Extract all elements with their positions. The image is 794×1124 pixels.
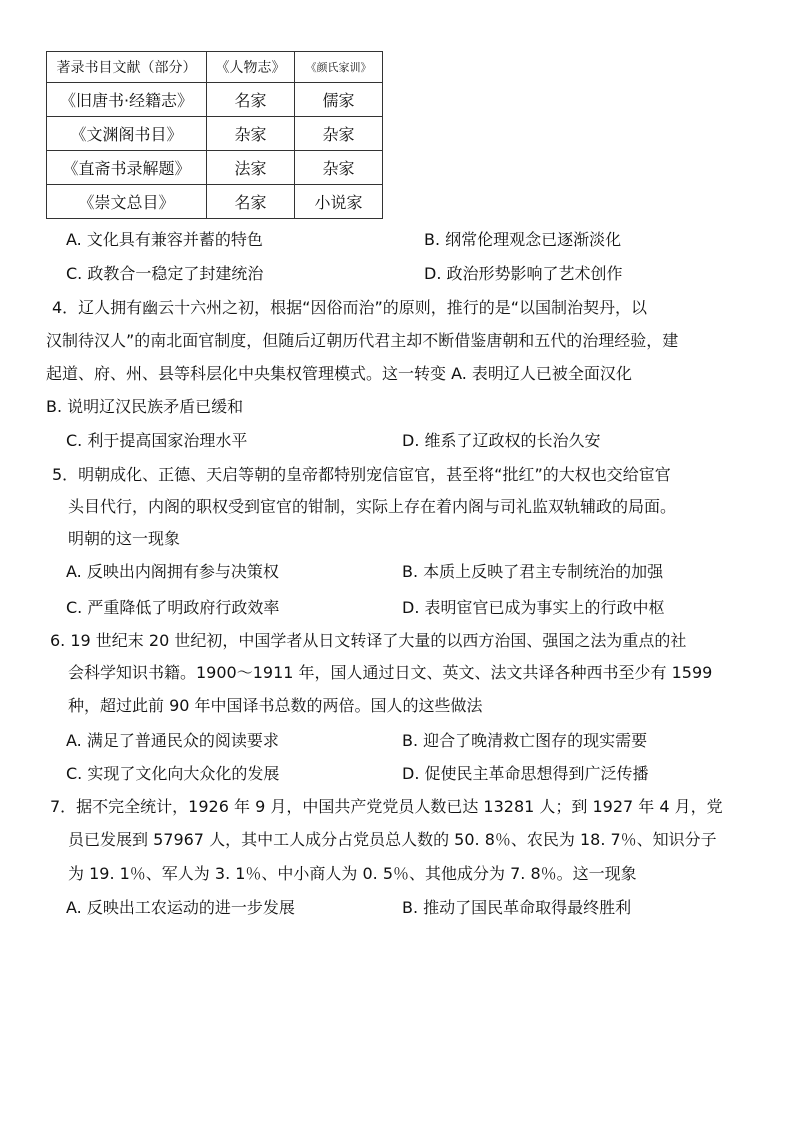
q4-stem-line: 4．辽人拥有幽云十六州之初，根据“因俗而治”的原则，推行的是“以国制治契丹，以 [52,298,648,317]
q5-option-c: C. 严重降低了明政府行政效率 [66,598,280,617]
q3-option-d: D. 政治形势影响了艺术创作 [424,264,623,283]
table-row [47,185,383,219]
table-row [47,117,383,151]
table-cell: 杂家 [295,151,383,185]
q6-stem-line: 6. 19 世纪末 20 世纪初，中国学者从日文转译了大量的以西方治国、强国之法为重点的社 [50,631,687,650]
table-cell: 名家 [207,83,295,117]
q7-option-b: B. 推动了国民革命取得最终胜利 [402,898,632,917]
q5-option-a: A. 反映出内阁拥有参与决策权 [66,562,279,581]
q7-stem-line: 员已发展到 57967 人，其中工人成分占党员总人数的 50. 8％、农民为 18. 7％、知识分子 [68,830,717,849]
q3-option-c: C. 政教合一稳定了封建统治 [66,264,264,283]
table-cell: 《文渊阁书目》 [47,117,207,151]
table-header-cell: 著录书目文献（部分） [47,52,207,83]
table-header-cell: 《颜氏家训》 [295,52,383,83]
table-cell: 法家 [207,151,295,185]
q5-stem-line: 明朝的这一现象 [68,529,181,548]
table-cell: 杂家 [295,117,383,151]
q3-option-a: A. 文化具有兼容并蓄的特色 [66,230,263,249]
q6-stem-line: 会科学知识书籍。1900～1911 年，国人通过日文、英文、法文共译各种西书至少有 1599 [68,663,713,682]
q5-option-b: B. 本质上反映了君主专制统治的加强 [402,562,664,581]
q6-option-a: A. 满足了普通民众的阅读要求 [66,731,279,750]
table-cell: 小说家 [295,185,383,219]
q6-option-c: C. 实现了文化向大众化的发展 [66,764,280,783]
q7-option-a: A. 反映出工农运动的进一步发展 [66,898,295,917]
q5-stem-line: 5．明朝成化、正德、天启等朝的皇帝都特别宠信宦官，甚至将“批红”的大权也交给宦官 [52,465,671,484]
q3-option-b: B. 纲常伦理观念已逐渐淡化 [424,230,622,249]
table-row [47,151,383,185]
bibliography-table [46,51,383,219]
q4-option-d: D. 维系了辽政权的长治久安 [402,431,601,450]
table-cell: 《直斋书录解题》 [47,151,207,185]
table-cell: 名家 [207,185,295,219]
table-cell: 《旧唐书·经籍志》 [47,83,207,117]
q4-option-c: C. 利于提高国家治理水平 [66,431,248,450]
q6-stem-line: 种，超过此前 90 年中国译书总数的两倍。国人的这些做法 [68,696,483,715]
table-cell: 儒家 [295,83,383,117]
table-header-cell: 《人物志》 [207,52,295,83]
table-cell: 《崇文总目》 [47,185,207,219]
q4-stem-line: 汉制待汉人”的南北面官制度，但随后辽朝历代君主却不断借鉴唐朝和五代的治理经验，建 [46,331,679,350]
q4-option-b: B. 说明辽汉民族矛盾已缓和 [46,397,244,416]
table-row [47,83,383,117]
table-cell: 杂家 [207,117,295,151]
q4-stem-line: 起道、府、州、县等科层化中央集权管理模式。这一转变 A. 表明辽人已被全面汉化 [46,364,632,383]
q7-stem-line: 7．据不完全统计，1926 年 9 月，中国共产党党员人数已达 13281 人；到 1927 年 4 月，党 [50,797,723,816]
q7-stem-line: 为 19. 1％、军人为 3. 1％、中小商人为 0. 5％、其他成分为 7. 8％。这一现象 [68,864,637,883]
q5-option-d: D. 表明宦官已成为事实上的行政中枢 [402,598,665,617]
q6-option-d: D. 促使民主革命思想得到广泛传播 [402,764,649,783]
q6-option-b: B. 迎合了晚清救亡图存的现实需要 [402,731,648,750]
table-header-row [47,52,383,83]
q5-stem-line: 头目代行，内阁的职权受到宦官的钳制，实际上存在着内阁与司礼监双轨辅政的局面。 [68,497,677,516]
